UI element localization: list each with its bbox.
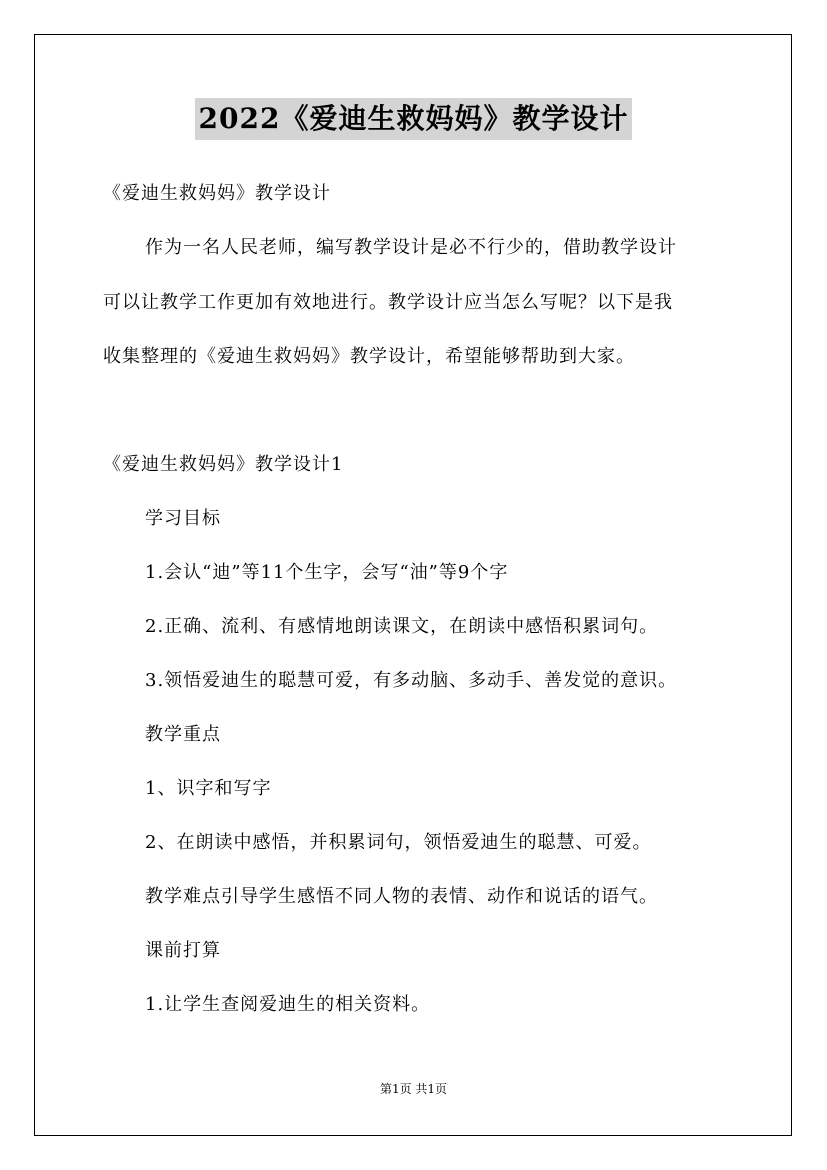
subheading-line: 《爱迪生救妈妈》教学设计	[103, 183, 331, 204]
preparation-item-1: 1.让学生查阅爱迪生的相关资料。	[145, 994, 431, 1015]
goal-item-1: 1.会认“迪”等11个生字，会写“油”等9个字	[145, 562, 509, 583]
goal-item-2: 2.正确、流利、有感情地朗读课文，在朗读中感悟积累词句。	[145, 616, 659, 637]
focus-heading: 教学重点	[145, 724, 221, 745]
goal-item-3: 3.领悟爱迪生的聪慧可爱，有多动脑、多动手、善发觉的意识。	[145, 670, 678, 691]
section-heading: 《爱迪生救妈妈》教学设计1	[103, 454, 344, 475]
intro-line-2: 可以让教学工作更加有效地进行。教学设计应当怎么写呢？以下是我	[103, 292, 673, 313]
focus-item-1: 1、识字和写字	[145, 778, 272, 799]
intro-line-3: 收集整理的《爱迪生救妈妈》教学设计，希望能够帮助到大家。	[103, 346, 635, 367]
preparation-heading: 课前打算	[145, 940, 221, 961]
goals-heading: 学习目标	[145, 508, 221, 529]
document-title: 2022《爱迪生救妈妈》教学设计	[195, 98, 633, 140]
document-title-wrap	[0, 98, 827, 140]
page-footer: 第1页 共1页	[379, 1082, 448, 1096]
focus-item-2: 2、在朗读中感悟，并积累词句，领悟爱迪生的聪慧、可爱。	[145, 832, 652, 853]
difficulty-line: 教学难点引导学生感悟不同人物的表情、动作和说话的语气。	[145, 886, 658, 907]
intro-line-1: 作为一名人民老师，编写教学设计是必不行少的，借助教学设计	[145, 237, 677, 258]
